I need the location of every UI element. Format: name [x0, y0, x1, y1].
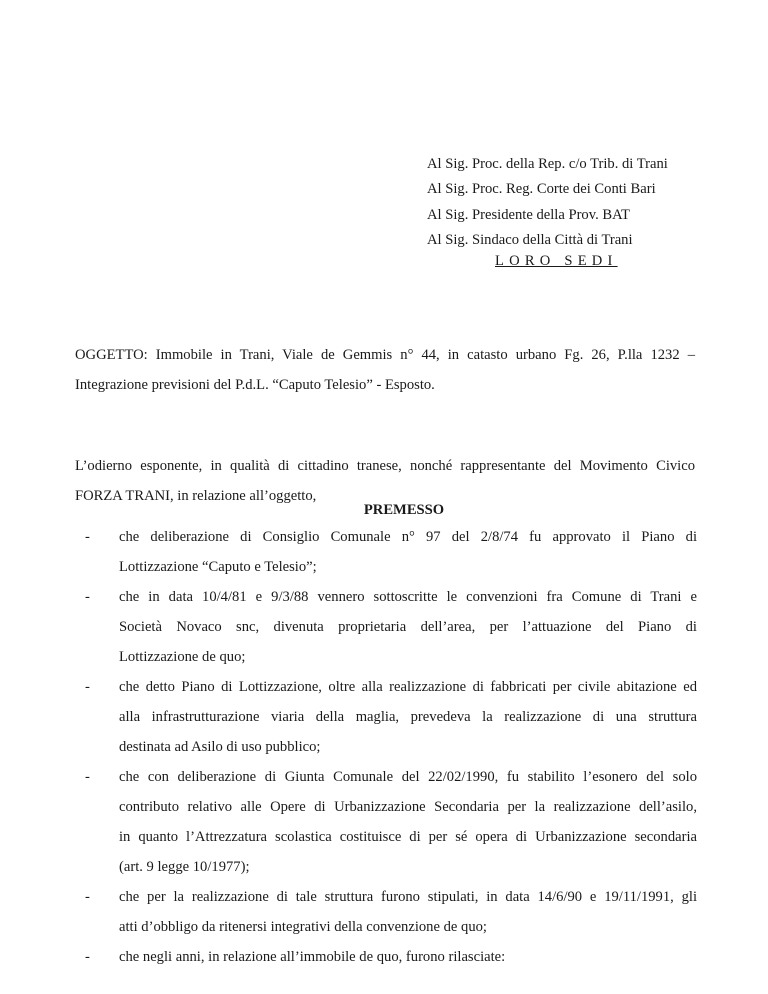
- recipient-line: Al Sig. Sindaco della Città di Trani: [427, 232, 633, 249]
- list-item: [75, 522, 697, 582]
- list-item-line: che detto Piano di Lottizzazione, oltre alla realizzazione di fabbricati per civile abitazione ed: [119, 679, 697, 695]
- list-item-line: che con deliberazione di Giunta Comunale del 22/02/1990, fu stabilito l’esonero del solo: [119, 769, 697, 785]
- list-dash: -: [85, 529, 90, 545]
- list-item: [75, 762, 697, 882]
- recipient-block: [427, 152, 757, 254]
- premesso-list: [75, 522, 697, 972]
- list-item-line: Lottizzazione de quo;: [119, 649, 246, 665]
- premesso-heading: PREMESSO: [363, 502, 445, 518]
- list-item: [75, 672, 697, 762]
- list-item-line: atti d’obbligo da ritenersi integrativi della convenzione de quo;: [119, 919, 487, 935]
- list-item-line: che per la realizzazione di tale struttura furono stipulati, in data 14/6/90 e 19/11/1991, gli: [119, 889, 697, 905]
- list-item-line: contributo relativo alle Opere di Urbanizzazione Secondaria per la realizzazione dell’asilo,: [119, 799, 697, 815]
- list-item-line: in quanto l’Attrezzatura scolastica costituisce di per sé opera di Urbanizzazione secondaria: [119, 829, 697, 845]
- intro-line: FORZA TRANI, in relazione all’oggetto,: [75, 488, 317, 504]
- list-dash: -: [85, 679, 90, 695]
- list-item: [75, 582, 697, 672]
- list-item: [75, 942, 697, 972]
- list-dash: -: [85, 949, 90, 965]
- recipient-line: Al Sig. Proc. della Rep. c/o Trib. di Trani: [427, 156, 668, 172]
- list-dash: -: [85, 769, 90, 785]
- list-dash: -: [85, 889, 90, 905]
- list-item-line: che negli anni, in relazione all’immobile de quo, furono rilasciate:: [119, 949, 506, 965]
- subject-paragraph: [75, 340, 695, 400]
- recipient-line: Al Sig. Presidente della Prov. BAT: [427, 206, 630, 223]
- subject-line: Integrazione previsioni del P.d.L. “Caputo Telesio” - Esposto.: [75, 377, 435, 393]
- subject-line: OGGETTO: Immobile in Trani, Viale de Gemmis n° 44, in catasto urbano Fg. 26, P.lla 1232 –: [75, 347, 695, 363]
- list-item-line: (art. 9 legge 10/1977);: [119, 859, 250, 875]
- recipient-line: Al Sig. Proc. Reg. Corte dei Conti Bari: [427, 181, 656, 198]
- list-item-line: Società Novaco snc, divenuta proprietaria dell’area, per l’attuazione del Piano di: [119, 619, 697, 635]
- list-item-line: destinata ad Asilo di uso pubblico;: [119, 739, 321, 755]
- intro-line: L’odierno esponente, in qualità di cittadino tranese, nonché rappresentante del Movimento Civico: [75, 458, 695, 474]
- list-item-line: alla infrastrutturazione viaria della maglia, prevedeva la realizzazione di una struttura: [119, 709, 697, 725]
- list-item: [75, 882, 697, 942]
- loro-sedi: LORO SEDI: [495, 253, 618, 269]
- list-item-line: che in data 10/4/81 e 9/3/88 vennero sottoscritte le convenzioni fra Comune di Trani e: [119, 589, 697, 605]
- list-item-line: Lottizzazione “Caputo e Telesio”;: [119, 559, 317, 575]
- list-dash: -: [85, 589, 90, 605]
- list-item-line: che deliberazione di Consiglio Comunale n° 97 del 2/8/74 fu approvato il Piano di: [119, 529, 697, 545]
